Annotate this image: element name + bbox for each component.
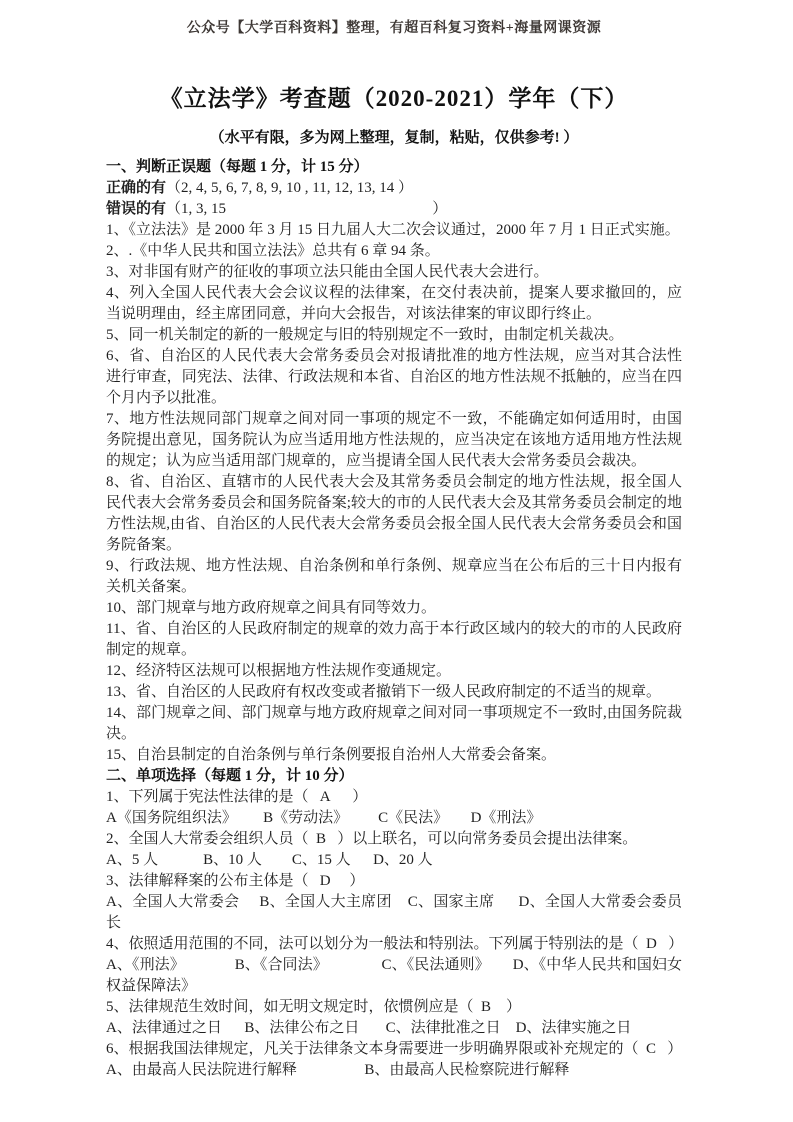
page-title: 《立法学》考查题（2020-2021）学年（下） [159, 86, 629, 111]
correct-answers-label: 正确的有 [106, 180, 167, 196]
statement-item-6: 6、省、自治区的人民代表大会常务委员会对报请批准的地方性法规，应当对其合法性进行审查，同宪法、法律、行政法规和本省、自治区的地方性法规不抵触的，应当在四个月内予以批准。 [106, 348, 682, 406]
question-5-text: 5、法律规范生效时间，如无明文规定时，依惯例应是（ B ） [106, 999, 522, 1015]
question-1-text: 1、下列属于宪法性法律的是（ A ） [106, 789, 368, 805]
question-3-options: A、全国人大常委会 B、全国人大主席团 C、国家主席 D、全国人大常委会委员长 [106, 894, 682, 931]
statement-item-10: 10、部门规章与地方政府规章之间具有同等效力。 [106, 600, 437, 616]
statement-item-3: 3、对非国有财产的征收的事项立法只能由全国人民代表大会进行。 [106, 264, 549, 280]
statement-item-4: 4、列入全国人民代表大会会议议程的法律案，在交付表决前，提案人要求撤回的，应当说明理由，经主席团同意，并向大会报告，对该法律案的审议即行终止。 [106, 285, 682, 322]
section2-heading: 二、单项选择（每题 1 分，计 10 分） [106, 768, 354, 784]
statement-item-13: 13、省、自治区的人民政府有权改变或者撤销下一级人民政府制定的不适当的规章。 [106, 684, 662, 700]
question-4-options: A、《刑法》 B、《合同法》 C、《民法通则》 D、《中华人民共和国妇女权益保障法》 [106, 957, 682, 994]
question-3-text: 3、法律解释案的公布主体是（ D ） [106, 873, 365, 889]
question-6-text: 6、根据我国法律规定，凡关于法律条文本身需要进一步明确界限或补充规定的（ C ） [106, 1041, 683, 1057]
question-2-options: A、5 人 B、10 人 C、15 人 D、20 人 [106, 852, 433, 868]
statement-item-11: 11、省、自治区的人民政府制定的规章的效力高于本行政区域内的较大的市的人民政府制定的规章。 [106, 621, 682, 658]
statement-item-7: 7、地方性法规同部门规章之间对同一事项的规定不一致，不能确定如何适用时，由国务院提出意见，国务院认为应当适用地方性法规的，应当决定在该地方适用地方性法规的规定；认为应当适用部门规章的，应当提请全国人民代表大会常务委员会裁决。 [106, 411, 682, 469]
wrong-answers-values: （1, 3, 15 ） [166, 201, 448, 217]
section1-heading: 一、判断正误题（每题 1 分，计 15 分） [106, 159, 369, 175]
correct-answers-line [106, 178, 682, 199]
statement-item-2: 2、.《中华人民共和国立法法》总共有 6 章 94 条。 [106, 243, 440, 259]
document-body [106, 157, 682, 1081]
question-2-text: 2、全国人大常委会组织人员（ B ）以上联名，可以向常务委员会提出法律案。 [106, 831, 638, 847]
wrong-answers-label: 错误的有 [106, 201, 167, 217]
correct-answers-values: （2, 4, 5, 6, 7, 8, 9, 10 , 11, 12, 13, 14 ） [166, 180, 413, 196]
header-note: 公众号【大学百科资料】整理，有超百科复习资料+海量网课资源 [186, 21, 602, 36]
subtitle: （水平有限，多为网上整理，复制，粘贴，仅供参考! ） [209, 130, 579, 146]
statement-item-1: 1、《立法法》是 2000 年 3 月 15 日九届人大二次会议通过，2000 年 7 月 1 日正式实施。 [106, 222, 680, 238]
statement-item-9: 9、行政法规、地方性法规、自治条例和单行条例、规章应当在公布后的三十日内报有关机关备案。 [106, 558, 682, 595]
statement-item-12: 12、经济特区法规可以根据地方性法规作变通规定。 [106, 663, 452, 679]
statement-item-8: 8、省、自治区、直辖市的人民代表大会及其常务委员会制定的地方性法规，报全国人民代表大会常务委员会和国务院备案;较大的市的人民代表大会及其常务委员会制定的地方性法规,由省、自治区的人民代表大会常务委员会报全国人民代表大会常务委员会和国务院备案。 [106, 474, 682, 553]
statement-item-15: 15、自治县制定的自治条例与单行条例要报自治州人大常委会备案。 [106, 747, 557, 763]
question-6-options: A、由最高人民法院进行解释 B、由最高人民检察院进行解释 [106, 1062, 570, 1078]
question-1-options: A《国务院组织法》 B《劳动法》 C《民法》 D《刑法》 [106, 810, 542, 826]
statement-item-14: 14、部门规章之间、部门规章与地方政府规章之间对同一事项规定不一致时,由国务院裁决。 [106, 705, 682, 742]
wrong-answers-line [106, 199, 682, 220]
question-4-text: 4、依照适用范围的不同，法可以划分为一般法和特别法。下列属于特别法的是（ D ） [106, 936, 684, 952]
question-5-options: A、法律通过之日 B、法律公布之日 C、法律批准之日 D、法律实施之日 [106, 1020, 632, 1036]
statement-item-5: 5、同一机关制定的新的一般规定与旧的特别规定不一致时，由制定机关裁决。 [106, 327, 624, 343]
